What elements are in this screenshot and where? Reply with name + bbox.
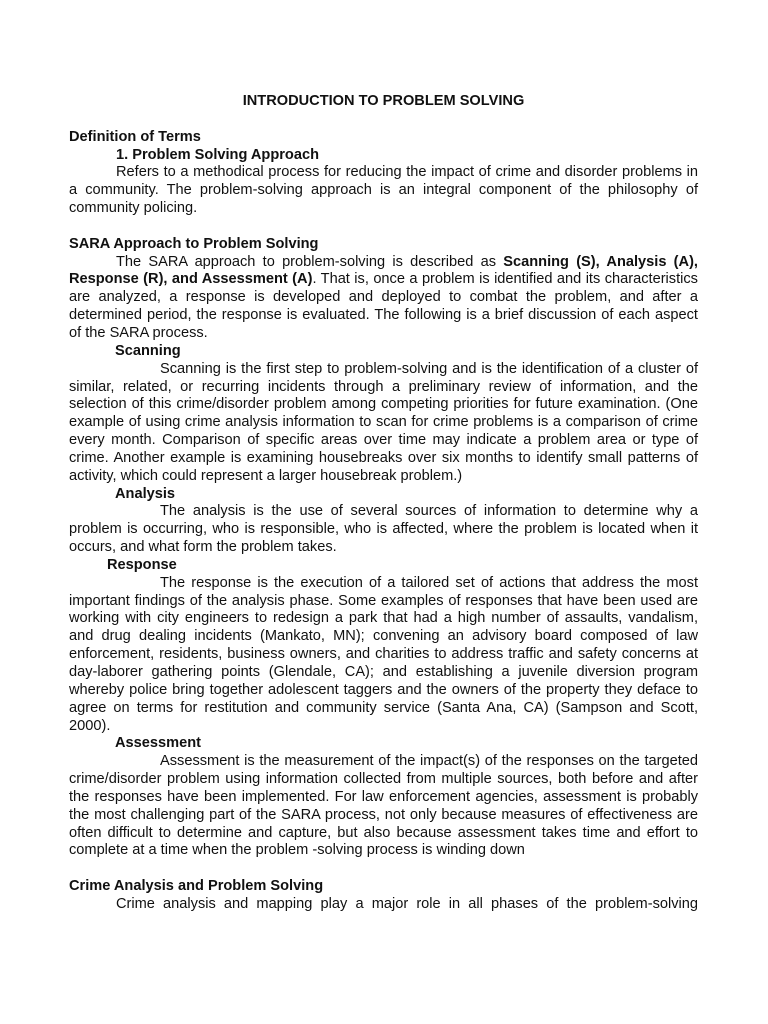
sara-heading: SARA Approach to Problem Solving	[69, 235, 319, 252]
spacer	[69, 860, 698, 878]
analysis-paragraph: The analysis is the use of several sources of information to determine why a problem is occurring, who is responsible, who is affected, where the problem is located when it occurs, and what form the problem takes.	[69, 503, 698, 556]
scanning-paragraph: Scanning is the first step to problem-solving and is the identification of a cluster of similar, related, or recurring incidents through a preliminary review of information, and the selection of this crime/disorder problem among competing priorities for future examination. (One example of using crime analysis information to scan for crime problems is a comparison of crime every month. Comparison of specific areas over time may indicate a problem area or type of crime. Another example is examining housebreaks over six months to identify small patterns of activity, which could represent a larger housebreak problem.)	[69, 360, 698, 484]
document-title: INTRODUCTION TO PROBLEM SOLVING	[242, 93, 525, 109]
sara-intro-bold: Scanning (S), Analysis (A), Response (R), and Assessment (A)	[69, 253, 698, 288]
scanning-heading: Scanning	[115, 342, 181, 359]
analysis-heading: Analysis	[115, 485, 176, 502]
assessment-paragraph: Assessment is the measurement of the impact(s) of the responses on the targeted crime/disorder problem using information collected from multiple sources, both before and after the responses have been implemented. For law enforcement agencies, assessment is probably the most challenging part of the SARA process, not only because measures of effectiveness are often difficult to determine and capture, but also because assessment takes time and effort to complete at a time when the problem -solving process is winding down	[69, 753, 698, 859]
definition-heading: Definition of Terms	[69, 128, 201, 145]
assessment-heading: Assessment	[115, 735, 201, 752]
item1-paragraph: Refers to a methodical process for reducing the impact of crime and disorder problems in a community. The problem-solving approach is an integral component of the philosophy of community policing.	[69, 164, 698, 217]
sara-intro-paragraph	[69, 254, 698, 343]
sara-intro-part2: . That is, once a problem is identified and its characteristics are analyzed, a response is developed and deployed to combat the problem, and after a determined period, the response is evaluated. The following is a brief discussion of each aspect of the SARA process.	[69, 271, 698, 341]
crime-analysis-heading: Crime Analysis and Problem Solving	[69, 878, 324, 895]
response-heading: Response	[107, 556, 177, 573]
sara-intro-part1: The SARA approach to problem-solving is described as	[116, 253, 504, 270]
spacer	[69, 218, 698, 236]
item1-heading: 1. Problem Solving Approach	[116, 146, 319, 163]
response-paragraph: The response is the execution of a tailored set of actions that address the most important findings of the analysis phase. Some examples of responses that have been used are working with city engineers to redesign a park that had a high number of assaults, vandalism, and drug dealing incidents (Mankato, MN); convening an advisory board composed of law enforcement, residents, business owners, and charities to address traffic and safety concerns at day-laborer gathering points (Glendale, CA); and establishing a juvenile diversion program whereby police bring together adolescent taggers and the owners of the property they deface to agree on terms for restitution and community service (Santa Ana, CA) (Sampson and Scott, 2000).	[69, 574, 698, 734]
crime-analysis-paragraph: Crime analysis and mapping play a major role in all phases of the problem-solving	[116, 895, 698, 912]
